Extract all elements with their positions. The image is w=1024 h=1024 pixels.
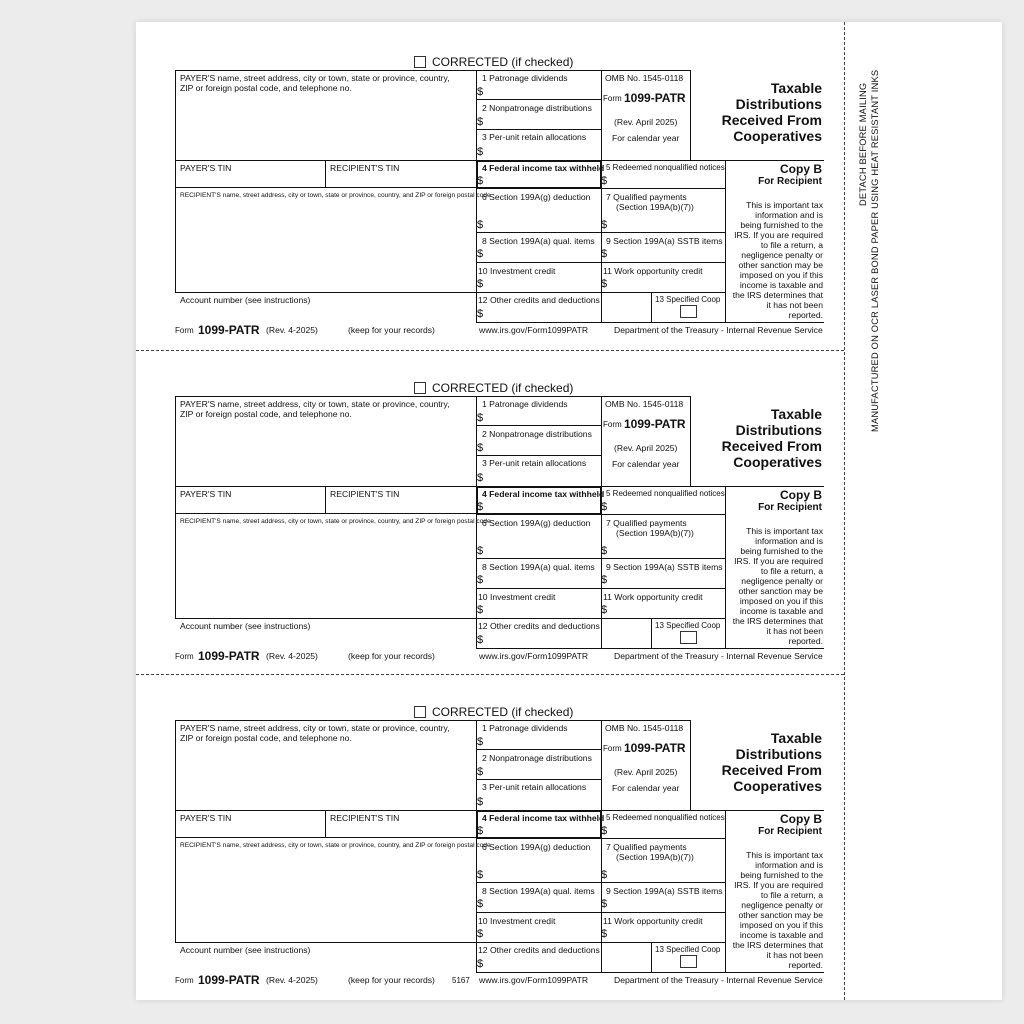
box2-label: 2 Nonpatronage distributions bbox=[482, 753, 592, 763]
footer-department: Department of the Treasury - Internal Revenue Service bbox=[614, 651, 823, 661]
box5-label: 5 Redeemed nonqualified notices bbox=[606, 163, 725, 172]
footer-form-number: 1099-PATR bbox=[198, 649, 260, 663]
box12-label: 12 Other credits and deductions bbox=[478, 295, 600, 305]
dollar-sign: $ bbox=[477, 116, 484, 128]
dollar-sign: $ bbox=[601, 219, 608, 231]
rule bbox=[651, 292, 652, 322]
rule bbox=[690, 720, 691, 810]
for-recipient: For Recipient bbox=[758, 176, 822, 187]
form-copy-2 bbox=[0, 326, 1024, 663]
recipient-notice bbox=[727, 200, 823, 320]
specified-coop-checkbox[interactable] bbox=[680, 955, 697, 968]
rule bbox=[175, 187, 477, 188]
form-number: 1099-PATR bbox=[624, 417, 686, 431]
notice-line: it has not been bbox=[766, 626, 823, 636]
rule bbox=[175, 618, 477, 619]
payer-name-label: PAYER'S name, street address, city or town, state or province, country, ZIP or foreign postal code, and telephone no. bbox=[180, 73, 450, 93]
rule bbox=[175, 160, 477, 161]
form-title: Taxable Distributions Received From Cooperatives bbox=[721, 730, 822, 794]
box13-label: 13 Specified Coop bbox=[655, 295, 721, 304]
notice-line: negligence penalty or bbox=[741, 900, 823, 910]
box10-label: 10 Investment credit bbox=[478, 266, 556, 276]
notice-line: other sanction may be bbox=[738, 910, 823, 920]
recipient-tin-label: RECIPIENT'S TIN bbox=[330, 163, 400, 173]
rule bbox=[476, 425, 601, 426]
corrected-checkbox[interactable] bbox=[414, 382, 426, 394]
rule bbox=[476, 262, 725, 263]
omb-number: OMB No. 1545-0118 bbox=[605, 73, 684, 83]
footer-form-prefix: Form bbox=[175, 976, 194, 985]
box7-label: 7 Qualified payments (Section 199A(b)(7)) bbox=[606, 842, 694, 862]
form-prefix: Form bbox=[603, 744, 622, 753]
rule bbox=[476, 232, 725, 233]
box9-label: 9 Section 199A(a) SSTB items bbox=[606, 562, 723, 572]
box11-label: 11 Work opportunity credit bbox=[603, 592, 703, 602]
notice-line: information and is bbox=[755, 210, 823, 220]
account-number-label: Account number (see instructions) bbox=[180, 945, 311, 955]
dollar-sign: $ bbox=[477, 958, 484, 970]
notice-line: reported. bbox=[788, 960, 823, 970]
revision: (Rev. April 2025) bbox=[614, 117, 678, 127]
dollar-sign: $ bbox=[601, 825, 608, 837]
form-number: 1099-PATR bbox=[624, 91, 686, 105]
rule bbox=[651, 942, 652, 972]
rule bbox=[175, 486, 477, 487]
notice-line: the IRS determines that bbox=[732, 290, 823, 300]
dollar-sign: $ bbox=[477, 472, 484, 484]
notice-line: it has not been bbox=[766, 300, 823, 310]
rule bbox=[476, 882, 725, 883]
footer-rev: (Rev. 4-2025) bbox=[266, 651, 318, 661]
notice-line: imposed on you if this bbox=[739, 270, 823, 280]
notice-line: to file a return, a bbox=[760, 890, 823, 900]
dollar-sign: $ bbox=[477, 86, 484, 98]
payer-tin-label: PAYER'S TIN bbox=[180, 813, 232, 823]
rule bbox=[476, 912, 725, 913]
corrected-label: CORRECTED (if checked) bbox=[432, 705, 574, 719]
rule bbox=[175, 513, 477, 514]
payer-name-label: PAYER'S name, street address, city or town, state or province, country, ZIP or foreign postal code, and telephone no. bbox=[180, 723, 450, 743]
for-recipient: For Recipient bbox=[758, 502, 822, 513]
dollar-sign: $ bbox=[601, 175, 608, 187]
rule bbox=[690, 70, 691, 160]
notice-line: negligence penalty or bbox=[741, 250, 823, 260]
rule bbox=[476, 972, 824, 973]
notice-line: being furnished to the bbox=[740, 870, 823, 880]
calendar-year: For calendar year bbox=[612, 133, 680, 143]
box9-label: 9 Section 199A(a) SSTB items bbox=[606, 886, 723, 896]
rule bbox=[175, 810, 477, 811]
dollar-sign: $ bbox=[601, 278, 608, 290]
notice-line: reported. bbox=[788, 310, 823, 320]
copy-b: Copy B bbox=[780, 488, 822, 502]
dollar-sign: $ bbox=[601, 248, 608, 260]
box10-label: 10 Investment credit bbox=[478, 916, 556, 926]
form-title: Taxable Distributions Received From Cooperatives bbox=[721, 406, 822, 470]
notice-line: income is taxable and bbox=[739, 280, 823, 290]
rule bbox=[325, 486, 326, 513]
corrected-label: CORRECTED (if checked) bbox=[432, 55, 574, 69]
footer-form-number: 1099-PATR bbox=[198, 323, 260, 337]
notice-line: This is important tax bbox=[746, 850, 823, 860]
rule bbox=[476, 70, 690, 71]
notice-line: the IRS determines that bbox=[732, 616, 823, 626]
form-title: Taxable Distributions Received From Cooperatives bbox=[721, 80, 822, 144]
rule bbox=[476, 942, 725, 943]
dollar-sign: $ bbox=[477, 248, 484, 260]
payer-name-label: PAYER'S name, street address, city or town, state or province, country, ZIP or foreign postal code, and telephone no. bbox=[180, 399, 450, 419]
rule bbox=[325, 160, 326, 187]
notice-line: the IRS determines that bbox=[732, 940, 823, 950]
rule bbox=[476, 455, 601, 456]
rule bbox=[476, 749, 601, 750]
rule bbox=[476, 558, 725, 559]
notice-line: to file a return, a bbox=[760, 240, 823, 250]
dollar-sign: $ bbox=[601, 898, 608, 910]
dollar-sign: $ bbox=[477, 604, 484, 616]
dollar-sign: $ bbox=[601, 545, 608, 557]
notice-line: to file a return, a bbox=[760, 566, 823, 576]
notice-line: other sanction may be bbox=[738, 586, 823, 596]
dollar-sign: $ bbox=[477, 634, 484, 646]
footer-rev: (Rev. 4-2025) bbox=[266, 975, 318, 985]
box5-label: 5 Redeemed nonqualified notices bbox=[606, 813, 725, 822]
dollar-sign: $ bbox=[477, 146, 484, 158]
rule bbox=[476, 129, 601, 130]
rule bbox=[476, 588, 725, 589]
box4-label: 4 Federal income tax withheld bbox=[482, 813, 605, 823]
notice-line: it has not been bbox=[766, 950, 823, 960]
notice-line: being furnished to the bbox=[740, 546, 823, 556]
form-copy-3 bbox=[0, 650, 1024, 987]
recipient-notice bbox=[727, 850, 823, 970]
box3-label: 3 Per-unit retain allocations bbox=[482, 132, 587, 142]
box11-label: 11 Work opportunity credit bbox=[603, 266, 703, 276]
dollar-sign: $ bbox=[601, 574, 608, 586]
box8-label: 8 Section 199A(a) qual. items bbox=[482, 886, 595, 896]
dollar-sign: $ bbox=[477, 574, 484, 586]
copy-b: Copy B bbox=[780, 812, 822, 826]
rule bbox=[476, 618, 725, 619]
payer-tin-label: PAYER'S TIN bbox=[180, 489, 232, 499]
rule bbox=[175, 292, 477, 293]
corrected-checkbox[interactable] bbox=[414, 56, 426, 68]
rule bbox=[476, 322, 824, 323]
dollar-sign: $ bbox=[477, 766, 484, 778]
notice-line: being furnished to the bbox=[740, 220, 823, 230]
dollar-sign: $ bbox=[477, 928, 484, 940]
recipient-name-label: RECIPIENT'S name, street address, city or town, state or province, country, and ZIP or foreign postal code bbox=[180, 518, 491, 525]
dollar-sign: $ bbox=[601, 928, 608, 940]
notice-line: imposed on you if this bbox=[739, 920, 823, 930]
dollar-sign: $ bbox=[477, 545, 484, 557]
dollar-sign: $ bbox=[477, 412, 484, 424]
recipient-name-label: RECIPIENT'S name, street address, city or town, state or province, country, and ZIP or foreign postal code bbox=[180, 842, 491, 849]
recipient-tin-label: RECIPIENT'S TIN bbox=[330, 489, 400, 499]
box11-label: 11 Work opportunity credit bbox=[603, 916, 703, 926]
box1-label: 1 Patronage dividends bbox=[482, 73, 568, 83]
for-recipient: For Recipient bbox=[758, 826, 822, 837]
box3-label: 3 Per-unit retain allocations bbox=[482, 782, 587, 792]
footer-url: www.irs.gov/Form1099PATR bbox=[479, 325, 589, 335]
rule bbox=[476, 648, 824, 649]
form-prefix: Form bbox=[603, 94, 622, 103]
rule bbox=[325, 810, 326, 837]
notice-line: IRS. If you are required bbox=[734, 556, 823, 566]
box6-label: 6 Section 199A(g) deduction bbox=[482, 842, 591, 852]
dollar-sign: $ bbox=[477, 501, 484, 513]
calendar-year: For calendar year bbox=[612, 783, 680, 793]
corrected-checkbox[interactable] bbox=[414, 706, 426, 718]
rule bbox=[651, 618, 652, 648]
dollar-sign: $ bbox=[477, 175, 484, 187]
box4-label: 4 Federal income tax withheld bbox=[482, 489, 605, 499]
dollar-sign: $ bbox=[477, 219, 484, 231]
box10-label: 10 Investment credit bbox=[478, 592, 556, 602]
form-prefix: Form bbox=[603, 420, 622, 429]
recipient-name-label: RECIPIENT'S name, street address, city or town, state or province, country, and ZIP or foreign postal code bbox=[180, 192, 491, 199]
revision: (Rev. April 2025) bbox=[614, 767, 678, 777]
rule bbox=[175, 942, 477, 943]
notice-line: reported. bbox=[788, 636, 823, 646]
account-number-label: Account number (see instructions) bbox=[180, 295, 311, 305]
dollar-sign: $ bbox=[477, 898, 484, 910]
footer-form-number: 1099-PATR bbox=[198, 973, 260, 987]
recipient-tin-label: RECIPIENT'S TIN bbox=[330, 813, 400, 823]
rule bbox=[690, 396, 691, 486]
specified-coop-checkbox[interactable] bbox=[680, 631, 697, 644]
notice-line: This is important tax bbox=[746, 526, 823, 536]
box6-label: 6 Section 199A(g) deduction bbox=[482, 192, 591, 202]
footer-department: Department of the Treasury - Internal Revenue Service bbox=[614, 975, 823, 985]
dollar-sign: $ bbox=[601, 604, 608, 616]
box1-label: 1 Patronage dividends bbox=[482, 723, 568, 733]
corrected-label: CORRECTED (if checked) bbox=[432, 381, 574, 395]
box3-label: 3 Per-unit retain allocations bbox=[482, 458, 587, 468]
dollar-sign: $ bbox=[477, 442, 484, 454]
notice-line: information and is bbox=[755, 860, 823, 870]
dollar-sign: $ bbox=[477, 796, 484, 808]
form-number: 1099-PATR bbox=[624, 741, 686, 755]
box13-label: 13 Specified Coop bbox=[655, 945, 721, 954]
footer-keep: (keep for your records) bbox=[348, 651, 435, 661]
box2-label: 2 Nonpatronage distributions bbox=[482, 103, 592, 113]
specified-coop-checkbox[interactable] bbox=[680, 305, 697, 318]
dollar-sign: $ bbox=[601, 869, 608, 881]
dollar-sign: $ bbox=[601, 501, 608, 513]
omb-number: OMB No. 1545-0118 bbox=[605, 399, 684, 409]
footer-keep: (keep for your records) bbox=[348, 325, 435, 335]
notice-line: income is taxable and bbox=[739, 930, 823, 940]
notice-line: negligence penalty or bbox=[741, 576, 823, 586]
footer-form-prefix: Form bbox=[175, 652, 194, 661]
calendar-year: For calendar year bbox=[612, 459, 680, 469]
notice-line: IRS. If you are required bbox=[734, 230, 823, 240]
dollar-sign: $ bbox=[477, 308, 484, 320]
payer-tin-label: PAYER'S TIN bbox=[180, 163, 232, 173]
notice-line: imposed on you if this bbox=[739, 596, 823, 606]
box7-label: 7 Qualified payments (Section 199A(b)(7)) bbox=[606, 192, 694, 212]
notice-line: This is important tax bbox=[746, 200, 823, 210]
notice-line: IRS. If you are required bbox=[734, 880, 823, 890]
box8-label: 8 Section 199A(a) qual. items bbox=[482, 236, 595, 246]
rule bbox=[476, 779, 601, 780]
footer-code: 5167 bbox=[452, 976, 470, 985]
account-number-label: Account number (see instructions) bbox=[180, 621, 311, 631]
box8-label: 8 Section 199A(a) qual. items bbox=[482, 562, 595, 572]
box12-label: 12 Other credits and deductions bbox=[478, 945, 600, 955]
box13-label: 13 Specified Coop bbox=[655, 621, 721, 630]
dollar-sign: $ bbox=[477, 825, 484, 837]
box12-label: 12 Other credits and deductions bbox=[478, 621, 600, 631]
rule bbox=[476, 99, 601, 100]
omb-number: OMB No. 1545-0118 bbox=[605, 723, 684, 733]
footer-department: Department of the Treasury - Internal Revenue Service bbox=[614, 325, 823, 335]
detach-text: DETACH BEFORE MAILING bbox=[858, 82, 868, 206]
box2-label: 2 Nonpatronage distributions bbox=[482, 429, 592, 439]
notice-line: income is taxable and bbox=[739, 606, 823, 616]
rule bbox=[476, 720, 690, 721]
box1-label: 1 Patronage dividends bbox=[482, 399, 568, 409]
box6-label: 6 Section 199A(g) deduction bbox=[482, 518, 591, 528]
box7-label: 7 Qualified payments (Section 199A(b)(7)) bbox=[606, 518, 694, 538]
footer-keep: (keep for your records) bbox=[348, 975, 435, 985]
box9-label: 9 Section 199A(a) SSTB items bbox=[606, 236, 723, 246]
footer-rev: (Rev. 4-2025) bbox=[266, 325, 318, 335]
rule bbox=[476, 292, 725, 293]
copy-b: Copy B bbox=[780, 162, 822, 176]
notice-line: information and is bbox=[755, 536, 823, 546]
rule bbox=[476, 396, 690, 397]
footer-form-prefix: Form bbox=[175, 326, 194, 335]
notice-line: other sanction may be bbox=[738, 260, 823, 270]
manufactured-text: MANUFACTURED ON OCR LASER BOND PAPER USING HEAT RESISTANT INKS bbox=[870, 69, 880, 432]
rule bbox=[175, 837, 477, 838]
dollar-sign: $ bbox=[477, 869, 484, 881]
recipient-notice bbox=[727, 526, 823, 646]
box4-label: 4 Federal income tax withheld bbox=[482, 163, 605, 173]
box5-label: 5 Redeemed nonqualified notices bbox=[606, 489, 725, 498]
dollar-sign: $ bbox=[477, 736, 484, 748]
dollar-sign: $ bbox=[477, 278, 484, 290]
footer-url: www.irs.gov/Form1099PATR bbox=[479, 651, 589, 661]
footer-url: www.irs.gov/Form1099PATR bbox=[479, 975, 589, 985]
revision: (Rev. April 2025) bbox=[614, 443, 678, 453]
form-copy-1 bbox=[0, 0, 1024, 337]
